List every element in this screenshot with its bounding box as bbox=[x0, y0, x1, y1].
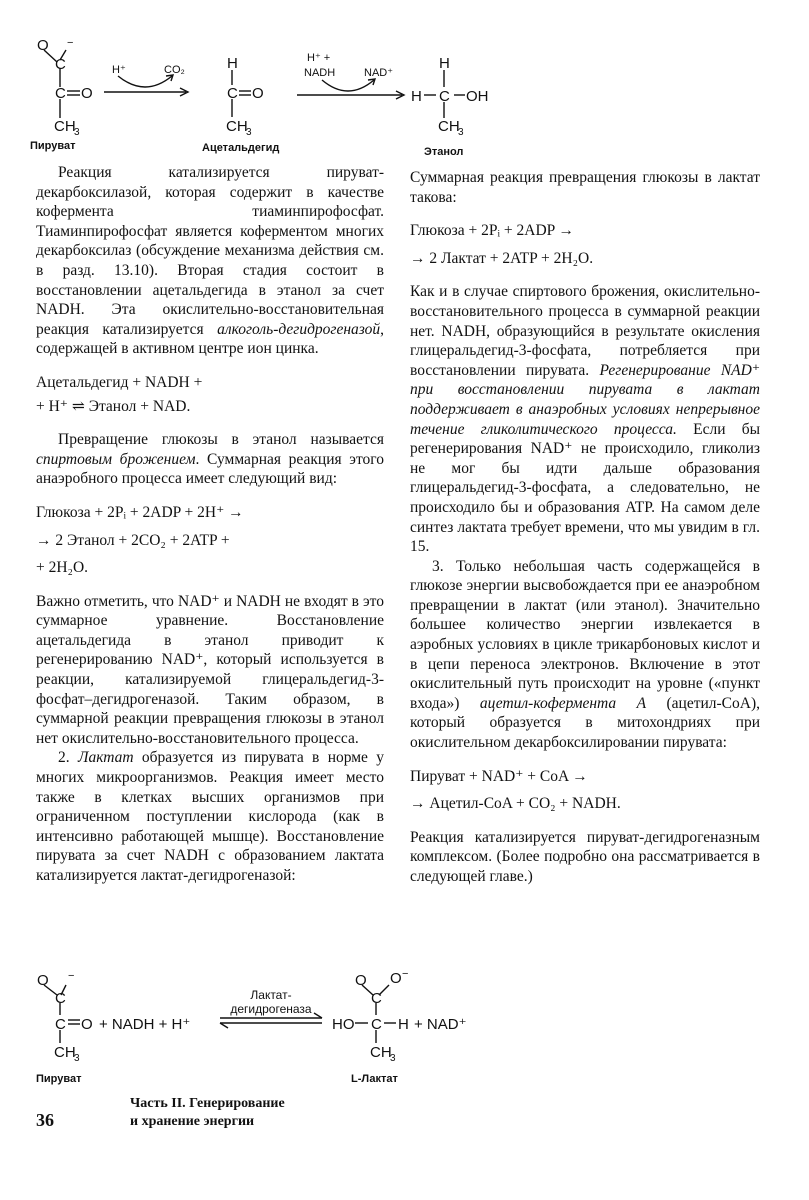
svg-text:O: O bbox=[355, 972, 367, 989]
svg-text:OH: OH bbox=[466, 88, 489, 105]
pyruvate-label-top: Пируват bbox=[30, 140, 76, 152]
arrow2-in-label-2: NADH bbox=[304, 67, 336, 79]
section-caption-line-2: и хранение энергии bbox=[130, 1114, 255, 1129]
left-paragraph-1: Реакция катализируется пируват-декарбоксилазой, которая содержит в качестве кофермента тиаминпирофосфат. Тиаминпирофосфат является коферментом многих декарбоксилаз (обсуждение механизма действия см. в разд. 13.10). Вторая стадия состоит в восстановлении ацетальдегида в этанол за счет NADH. Эта окислительно-восстановительная реакция катализируется алкоголь-дегидрогеназой, содержащей в активном центре ион цинка. bbox=[36, 164, 384, 358]
acetaldehyde-label: Ацетальдегид bbox=[202, 142, 280, 154]
svg-text:−: − bbox=[68, 970, 75, 982]
svg-text:C: C bbox=[371, 990, 382, 1007]
bottom-reaction-figure bbox=[0, 955, 809, 1095]
top-reaction-figure bbox=[0, 0, 809, 160]
pyruvate-label-bottom: Пируват bbox=[36, 1073, 82, 1085]
svg-text:O: O bbox=[37, 972, 49, 989]
enzyme-label-line-2: дегидрогеназа bbox=[230, 1002, 312, 1016]
left-equation-2-line-2: → 2 Этанол + 2CO₂ + 2ATP + bbox=[36, 531, 230, 549]
svg-text:O: O bbox=[37, 37, 49, 54]
svg-text:C: C bbox=[55, 56, 66, 73]
svg-text:CH: CH bbox=[54, 1044, 76, 1061]
enzyme-label-line-1: Лактат- bbox=[250, 988, 292, 1002]
svg-text:H: H bbox=[398, 1016, 409, 1033]
svg-text:3: 3 bbox=[74, 127, 80, 138]
svg-text:C: C bbox=[55, 85, 66, 102]
page-number: 36 bbox=[36, 1110, 54, 1130]
lactate-label: L-Лактат bbox=[351, 1073, 398, 1085]
svg-text:C: C bbox=[439, 88, 450, 105]
arrow2-in-label-1: H⁺ + bbox=[307, 52, 331, 64]
right-paragraph-2: Как и в случае спиртового брожения, окислительно-восстановительного процесса в суммарной реакции нет. NADH, образующийся в результате окисления глицеральдегид-3-фосфата, потребляется при восстановлении пирувата. Регенерирование NAD⁺ при восстановлении пирувата в лактат поддерживает в анаэробных условиях непрерывное течение гликолитического процесса. Если бы регенерирования NAD⁺ не происходило, гликолиз не мог бы идти дальше образования глицеральдегид-3-фосфата, а следовательно, не происходило бы и образования ATP. На самом деле синтез лактата требует времени, что мы увидим в гл. 15. bbox=[410, 283, 760, 556]
svg-text:H: H bbox=[411, 88, 422, 105]
left-equation-2-line-1: Глюкоза + 2Pᵢ + 2ADP + 2H⁺ → bbox=[36, 503, 244, 521]
svg-text:O: O bbox=[81, 1016, 93, 1033]
right-equation-1-line-1: Глюкоза + 2Pᵢ + 2ADP → bbox=[410, 222, 575, 240]
left-paragraph-4: 2. Лактат образуется из пирувата в норме у многих микроорганизмов. Реакция имеет место также в клетках высших организмов при ограниченном поступлении кислорода (как в интенсивно работающей мышце). Восстановление пирувата за счет NADH с образованием лактата катализируется лактат-дегидрогеназой: bbox=[36, 749, 385, 884]
right-paragraph-3: 3. Только небольшая часть содержащейся в глюкозе энергии высвобождается при ее анаэробном превращении в лактат (или этанол). Значительно большее количество энергии извлекается в аэробных условиях в цикле трикарбоновых кислот и в цепи переноса электронов. Включение в этот окислительный путь происходит на уровне («пункт входа») ацетил-кофермента А (ацетил-CoA), который образуется в митохондриях при окислительном декарбоксилировании пирувата: bbox=[410, 557, 760, 752]
section-caption bbox=[130, 1095, 285, 1131]
svg-text:C: C bbox=[227, 85, 238, 102]
svg-text:CH: CH bbox=[226, 118, 248, 135]
section-caption-line-1: Часть II. Генерирование bbox=[130, 1096, 285, 1111]
arrow1-in-label: H⁺ bbox=[112, 64, 126, 76]
svg-text:H: H bbox=[227, 55, 238, 72]
svg-text:3: 3 bbox=[458, 127, 464, 138]
bottom-product-suffix: + NAD⁺ bbox=[414, 1016, 467, 1033]
left-paragraph-3: Важно отметить, что NAD⁺ и NADH не входят в это суммарное уравнение. Восстановление ацетальдегида в этанол приводит к регенерированию NAD⁺, который используется в реакции, катализируемой глицеральдегид-3-фосфат–дегидрогеназой. Таким образом, в суммарной реакции превращения глюкозы в этанол нет окислительно-восстановительного процесса. bbox=[36, 592, 384, 747]
right-paragraph-1: Суммарная реакция превращения глюкозы в лактат такова: bbox=[410, 169, 760, 206]
svg-text:CH: CH bbox=[370, 1044, 392, 1061]
right-equation-2-line-1: Пируват + NAD⁺ + CoA → bbox=[410, 767, 588, 785]
right-equation-2-line-2: → Ацетил-CoA + CO₂ + NADH. bbox=[410, 795, 621, 813]
ethanol-label: Этанол bbox=[424, 146, 464, 158]
svg-text:C: C bbox=[55, 990, 66, 1007]
left-equation-1-line-1: Ацетальдегид + NADH + bbox=[36, 373, 203, 391]
bottom-reactants: + NADH + H⁺ bbox=[99, 1016, 191, 1033]
svg-text:O: O bbox=[390, 970, 402, 987]
svg-text:C: C bbox=[371, 1016, 382, 1033]
svg-text:3: 3 bbox=[246, 127, 252, 138]
right-paragraph-4: Реакция катализируется пируват-дегидрогеназным комплексом. (Более подробно она рассматривается в следующей главе.) bbox=[410, 828, 760, 885]
left-paragraph-2: Превращение глюкозы в этанол называется спиртовым брожением. Суммарная реакция этого анаэробного процесса имеет следующий вид: bbox=[36, 431, 384, 488]
svg-text:−: − bbox=[402, 968, 409, 980]
svg-text:CH: CH bbox=[438, 118, 460, 135]
svg-text:H: H bbox=[439, 55, 450, 72]
left-equation-1-line-2: + H⁺ ⇌ Этанол + NAD. bbox=[36, 397, 191, 415]
svg-text:HO: HO bbox=[332, 1016, 355, 1033]
arrow2-out-label: NAD⁺ bbox=[364, 67, 394, 79]
svg-text:3: 3 bbox=[390, 1053, 396, 1064]
left-column bbox=[36, 163, 384, 886]
right-column bbox=[410, 168, 760, 887]
left-equation-2-line-3: + 2H₂O. bbox=[36, 559, 89, 577]
svg-text:C: C bbox=[55, 1016, 66, 1033]
svg-text:O: O bbox=[252, 85, 264, 102]
svg-text:3: 3 bbox=[74, 1053, 80, 1064]
arrow1-out-label: CO₂ bbox=[164, 64, 185, 76]
right-equation-1-line-2: → 2 Лактат + 2ATP + 2H₂O. bbox=[410, 249, 594, 267]
svg-text:O: O bbox=[81, 85, 93, 102]
svg-text:−: − bbox=[67, 37, 74, 49]
svg-text:CH: CH bbox=[54, 118, 76, 135]
